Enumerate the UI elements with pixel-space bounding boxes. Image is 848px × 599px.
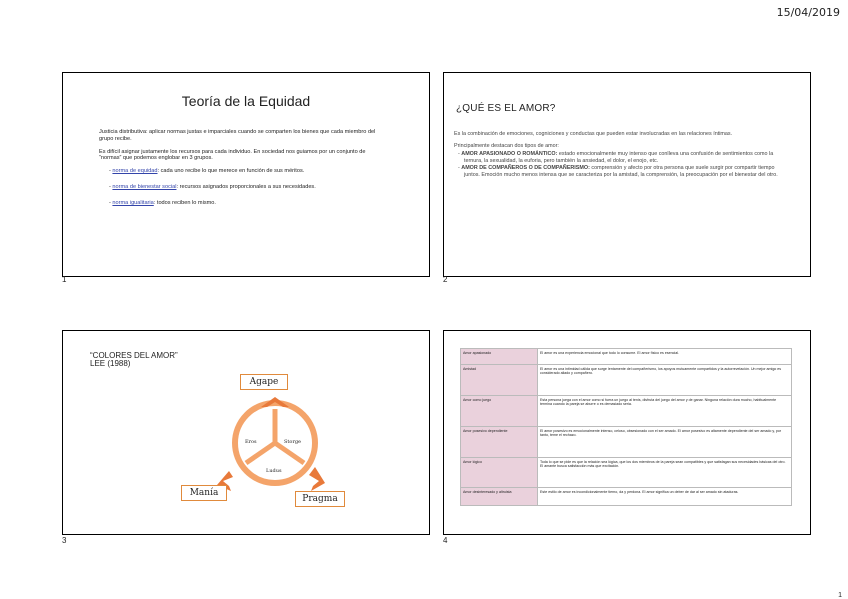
link-norma-igualitaria[interactable]: norma igualitaria bbox=[112, 199, 154, 206]
row-key: Amistad bbox=[461, 365, 538, 396]
slide-1 bbox=[62, 72, 430, 277]
table-row bbox=[461, 365, 792, 396]
slide-title: ¿QUÉ ES EL AMOR? bbox=[456, 103, 556, 114]
slide-2 bbox=[443, 72, 811, 277]
bullet-item: - norma de bienestar social: recursos asignados proporcionales a sus necesidades. bbox=[109, 183, 316, 190]
diagram-spoke bbox=[275, 443, 304, 463]
row-key: Amor lógico bbox=[461, 458, 538, 488]
row-value: El amor posesivo es emocionalmente intenso, celoso, obsesionado con el ser amado. El amor posesivo es altamente dependiente del ser amado y, por tanto, teme el rechazo. bbox=[538, 427, 792, 458]
diagram-spoke bbox=[246, 443, 275, 463]
bullet-text: : todos reciben lo mismo. bbox=[153, 199, 216, 206]
row-value: Este estilo de amor es incondicionalmente tierno, da y perdona. El amor significa un deber de dar al ser amado sin ataduras. bbox=[538, 488, 792, 506]
slide-body bbox=[99, 129, 389, 216]
row-key: Amor como juego bbox=[461, 396, 538, 427]
bullet-item: - norma de equidad: cada uno recibe lo que merece en función de sus méritos. bbox=[109, 168, 305, 175]
table-row bbox=[461, 458, 792, 488]
row-value: Toda lo que se pide es que la relación sea lógica, que los dos miembros de la pareja sean compatibles y que satisfagan sus necesidades básicas del otro. El amante busca satisfacción más que excitación. bbox=[538, 458, 792, 488]
agape-box: Agape bbox=[240, 374, 288, 390]
paragraph: Principalmente destacan dos tipos de amor: bbox=[454, 143, 559, 149]
table-row bbox=[461, 396, 792, 427]
arrow-pragma-icon bbox=[309, 467, 325, 491]
row-value: Esta persona juega con el amor como si fuera un juego al tenis, disfruta del juego del amor y de ganar. Ninguna relación dura mucho, habitualmente termina cuando la pareja se aburre o es demasiado seria. bbox=[538, 396, 792, 427]
eros-label: Eros bbox=[245, 439, 257, 445]
paragraph: Es la combinación de emociones, cogniciones y conductas que pueden estar involucradas en las relaciones íntimas. bbox=[454, 131, 733, 137]
slide-3 bbox=[62, 330, 430, 535]
paragraph: Es difícil asignar justamente los recursos para cada individuo. En sociedad nos guiamos por un conjunto de “normas” que podemos englobar en 3 grupos. bbox=[99, 148, 366, 162]
slide-number: 3 bbox=[62, 536, 67, 545]
bullet-text: : recursos asignados proporcionales a sus necesidades. bbox=[176, 183, 316, 190]
ludus-label: Ludus bbox=[266, 468, 282, 474]
heading-line: LEE (1988) bbox=[90, 359, 131, 368]
table-row bbox=[461, 427, 792, 458]
slide-title: Teoría de la Equidad bbox=[181, 93, 311, 109]
colors-of-love-diagram bbox=[63, 331, 429, 534]
page-number: 1 bbox=[838, 592, 842, 599]
bullet-item: - AMOR DE COMPAÑEROS O DE COMPAÑERISMO: comprensión y afecto por otra persona que suele surgir por compartir tiempo juntos. Emoción mucho menos intensa que se caracteriza por la amistad, la comprensión, la preocupación por el bienestar del otro. bbox=[458, 165, 778, 178]
slide-number: 4 bbox=[443, 536, 448, 545]
row-value: El amor es una intimidad cálida que surge lentamente del compañerismo, los apoyos mutuamente compartidos y la autorrevelación. Un mejor amigo es considerado aliado y compañero. bbox=[538, 365, 792, 396]
link-norma-bienestar[interactable]: norma de bienestar social bbox=[112, 183, 177, 190]
mania-box: Manía bbox=[181, 485, 227, 501]
link-norma-equidad[interactable]: norma de equidad bbox=[112, 168, 158, 175]
table-row bbox=[461, 349, 792, 365]
slide-number: 2 bbox=[443, 275, 448, 284]
bullet-item: - norma igualitaria: todos reciben lo mismo. bbox=[109, 199, 216, 206]
row-key: Amor desinteresado y altruista bbox=[461, 488, 538, 506]
bullet-text: estado emocionalmente muy intenso que conlleva una confusión de sentimientos como la ternura, la sexualidad, la euforia, pero también la ansiedad, el dolor, el enojo, etc. bbox=[464, 151, 774, 164]
storge-label: Storge bbox=[284, 439, 301, 445]
bullet-bold: AMOR DE COMPAÑEROS O DE COMPAÑERISMO: bbox=[461, 165, 590, 171]
slide-body bbox=[454, 131, 784, 179]
love-styles-table bbox=[460, 348, 792, 506]
bullet-item: - AMOR APASIONADO O ROMÁNTICO: estado emocionalmente muy intenso que conlleva una confusión de sentimientos como la ternura, la sexualidad, la euforia, pero también la ansiedad, el dolor, el enojo, etc. bbox=[458, 151, 774, 164]
slide-number: 1 bbox=[62, 275, 67, 284]
pragma-box: Pragma bbox=[295, 491, 345, 507]
row-value: El amor es una experiencia emocional que todo lo consume. El amor físico es esencial. bbox=[538, 349, 792, 365]
row-key: Amor apasionado bbox=[461, 349, 538, 365]
table-row bbox=[461, 488, 792, 506]
bullet-text: comprensión y afecto por otra persona que suele surgir por compartir tiempo juntos. Emoción mucho menos intensa que se caracteriza por la amistad, la comprensión, la preocupación por el bienestar del otro. bbox=[464, 165, 778, 178]
paragraph: Justicia distributiva: aplicar normas justas e imparciales cuando se comparten los bienes que cada miembro del grupo recibe. bbox=[99, 129, 376, 142]
heading-line: “COLORES DEL AMOR” bbox=[90, 351, 178, 360]
slide-4 bbox=[443, 330, 811, 535]
bullet-bold: AMOR APASIONADO O ROMÁNTICO: bbox=[461, 151, 558, 157]
row-key: Amor posesivo dependiente bbox=[461, 427, 538, 458]
print-date: 15/04/2019 bbox=[776, 6, 840, 19]
bullet-text: : cada uno recibe lo que merece en función de sus méritos. bbox=[157, 168, 305, 175]
